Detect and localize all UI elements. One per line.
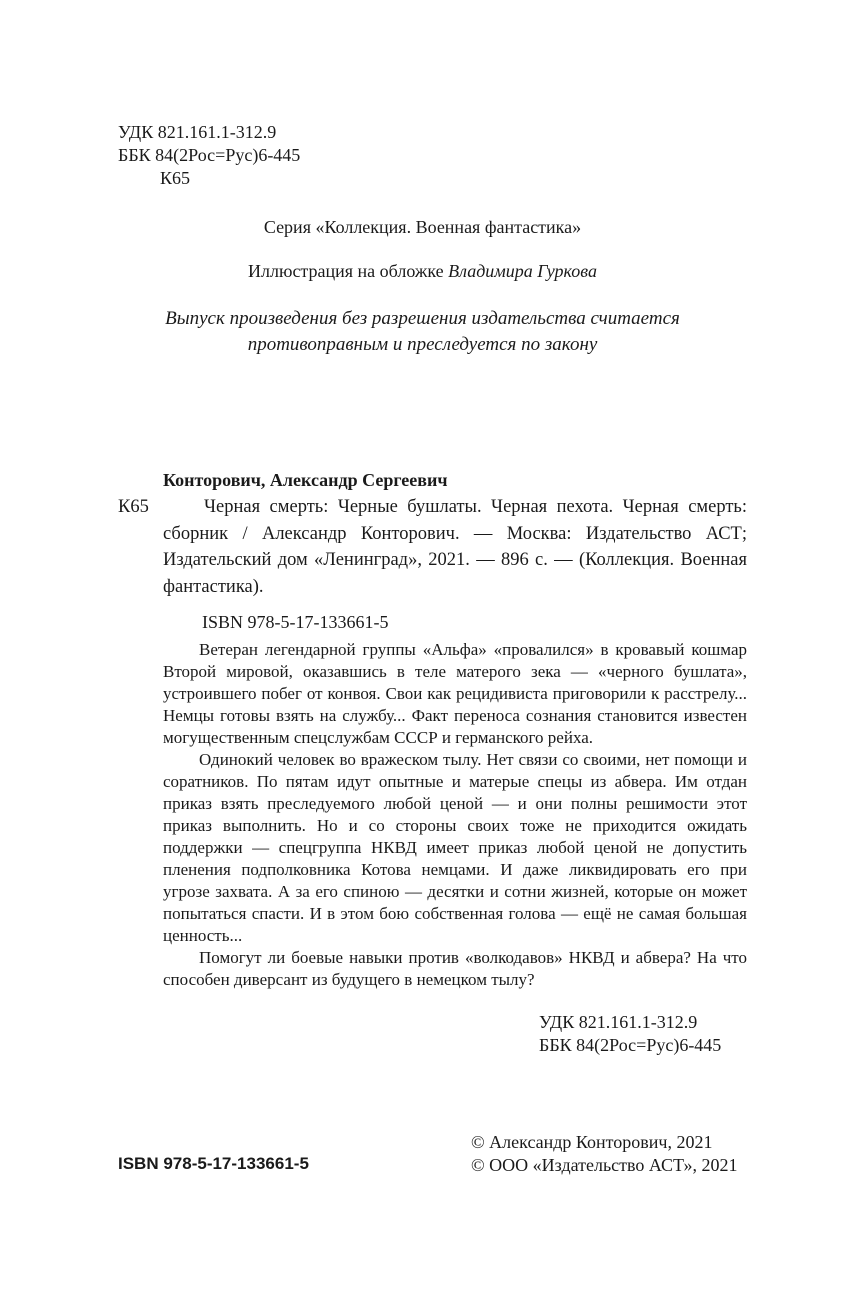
author-mark: К65 — [160, 168, 191, 188]
warning-line-2: противоправным и преследуется по закону — [247, 334, 598, 355]
copyright-publisher: © ООО «Издательство АСТ», 2021 — [471, 1155, 738, 1175]
warning-line-1: Выпуск произведения без разрешения издательства считается — [165, 308, 680, 329]
copyright-block — [471, 1131, 738, 1177]
copyright-author: © Александр Конторович, 2021 — [471, 1132, 713, 1152]
illustration-prefix: Иллюстрация на обложке — [248, 261, 449, 281]
footer-udk: УДК 821.161.1-312.9 — [539, 1012, 698, 1032]
header-codes — [118, 121, 300, 190]
annotation-paragraph-2: Одинокий человек во вражеском тылу. Нет связи со своими, нет помощи и соратников. По пятам идут опытные и матерые спецы из абвера. Им отдан приказ взять преследуемого любой ценой — и они полны решимости этот приказ выполнить. Но и со стороны своих тоже не приходится ожидать поддержки — спецгруппа НКВД имеет приказ любой ценой не допустить пленения подполковника Котова немцами. И даже ликвидировать его при угрозе захвата. А за его спиною — десятки и сотни жизней, которые он может попытаться спасти. И в этом бою собственная голова — ещё не самая большая ценность... — [163, 750, 747, 945]
annotation-paragraph-1: Ветеран легендарной группы «Альфа» «провалился» в кровавый кошмар Второй мировой, оказавшись в теле матерого зека — «черного бушлата», устроившего побег от конвоя. Свои как рецидивиста приговорили к расстрелу... Немцы готовы взять на службу... Факт переноса сознания становится известен могущественным спецслужбам СССР и германского рейха. — [163, 640, 747, 747]
catalog-author: Конторович, Александр Сергеевич — [163, 470, 448, 490]
catalog-mark: К65 — [118, 497, 149, 517]
bbk-code: ББК 84(2Рос=Рус)6-445 — [118, 145, 301, 165]
footer-codes — [539, 1011, 721, 1057]
legal-warning — [0, 306, 845, 358]
illustration-artist: Владимира Гуркова — [448, 261, 597, 281]
annotation — [163, 639, 747, 991]
udk-code: УДК 821.161.1-312.9 — [118, 122, 277, 142]
catalog-isbn: ISBN 978-5-17-133661-5 — [202, 612, 389, 632]
bottom-isbn: ISBN 978-5-17-133661-5 — [118, 1154, 309, 1173]
series-line: Серия «Коллекция. Военная фантастика» — [263, 217, 582, 237]
catalog-description-text: Черная смерть: Черные бушлаты. Черная пехота. Черная смерть: сборник / Александр Конторович. — Москва: Издательство АСТ; Издательский дом «Ленинград», 2021. — 896 с. — (Коллекция. Военная фантастика). — [163, 497, 747, 597]
footer-bbk: ББК 84(2Рос=Рус)6-445 — [539, 1035, 722, 1055]
catalog-description — [122, 494, 747, 600]
illustration-credit — [0, 260, 845, 283]
annotation-paragraph-3: Помогут ли боевые навыки против «волкодавов» НКВД и абвера? На что способен диверсант из будущего в немецком тылу? — [163, 948, 747, 989]
